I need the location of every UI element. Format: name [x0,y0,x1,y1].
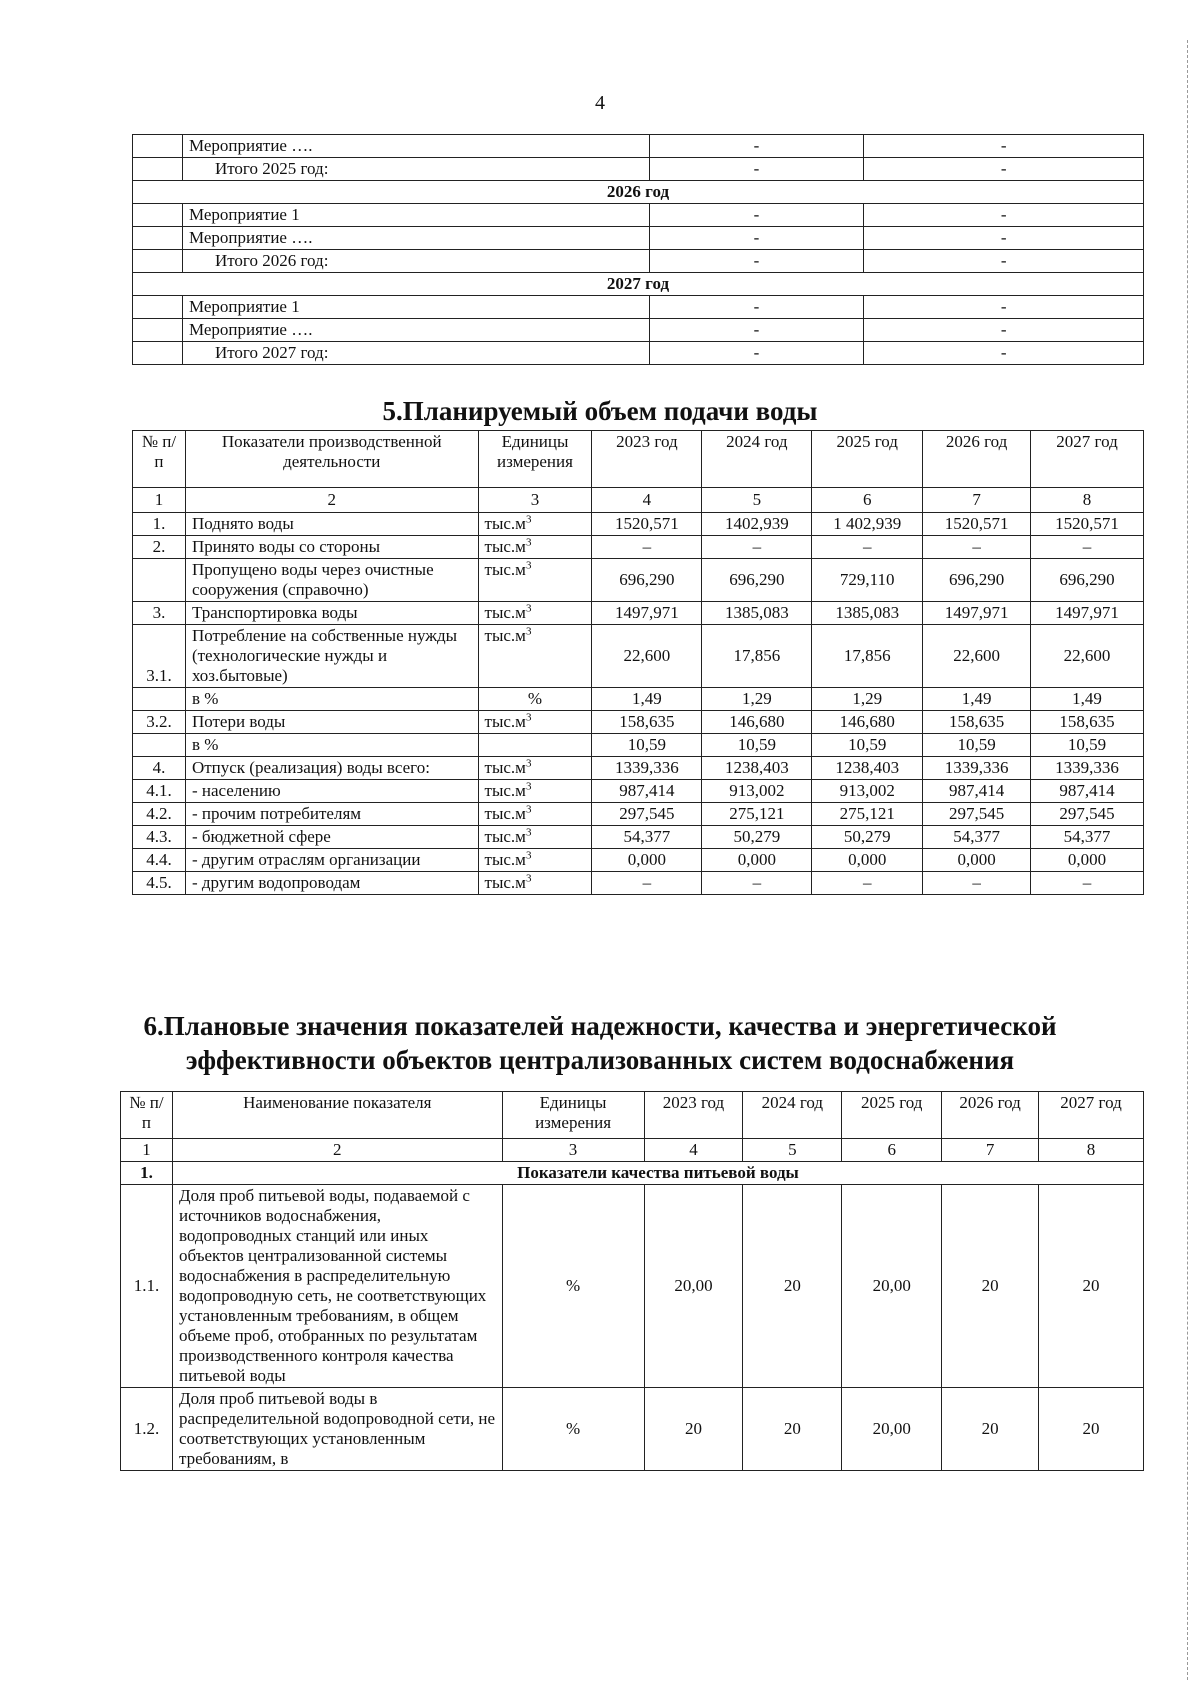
unit-cell [478,602,592,625]
header-cell: 2024 год [702,431,812,488]
value-cell: 10,59 [702,734,812,757]
unit-text: % [527,689,543,708]
table-row [133,849,1144,872]
value-cell: 20,00 [842,1388,942,1471]
table-header-row [133,431,1144,488]
value-cell: 20 [942,1185,1039,1388]
measures-table [132,134,1144,365]
unit-cell [478,780,592,803]
value-cell: 1385,083 [702,602,812,625]
indicator-name: - бюджетной сфере [185,826,478,849]
unit-text: тыс.м [484,873,526,892]
value-cell: 1520,571 [1031,513,1144,536]
section-6-title-line-2: эффективности объектов централизованных систем водоснабжения [185,1045,1015,1075]
unit-superscript: 3 [525,602,532,615]
table-row [133,204,1144,227]
table-header-row [121,1092,1144,1139]
row-number: 4.3. [133,826,186,849]
table-row [133,803,1144,826]
value-cell: – [1031,536,1144,559]
row-number: 4.2. [133,803,186,826]
column-number: 3 [478,488,592,513]
value-cell: 1339,336 [592,757,702,780]
unit-superscript: 3 [525,826,532,839]
value-cell: 0,000 [702,849,812,872]
unit-superscript: 3 [525,513,532,526]
unit-cell [478,559,592,602]
header-cell: 2023 год [644,1092,743,1139]
value-cell: 1520,571 [923,513,1031,536]
header-cell: № п/п [121,1092,173,1139]
unit-text: тыс.м [484,781,526,800]
row-number: 4.1. [133,780,186,803]
row-number: 3.1. [133,625,186,688]
value-cell: 0,000 [812,849,923,872]
value-cell: – [592,872,702,895]
value-cell: 987,414 [592,780,702,803]
table-row [121,1185,1144,1388]
value-cell: 1497,971 [1031,602,1144,625]
header-cell: Показатели производственной деятельности [185,431,478,488]
value-cell: 696,290 [592,559,702,602]
value-cell: 729,110 [812,559,923,602]
value-cell: 20 [942,1388,1039,1471]
indicator-name: Принято воды со стороны [185,536,478,559]
column-number-row [133,488,1144,513]
column-number: 3 [502,1139,644,1162]
value-cell: 1339,336 [923,757,1031,780]
row-number: 4.5. [133,872,186,895]
column-number: 7 [923,488,1031,513]
table-row [121,1388,1144,1471]
group-title: Показатели качества питьевой воды [172,1162,1143,1185]
year-heading: 2026 год [133,181,1144,204]
header-cell: Единицы измерения [502,1092,644,1139]
section-5-title: 5.Планируемый объем подачи воды [382,396,818,426]
value-cell: 1,29 [702,688,812,711]
column-number-row [121,1139,1144,1162]
table-row [133,780,1144,803]
column-number: 2 [172,1139,502,1162]
unit-superscript: 3 [525,711,532,724]
unit-superscript: 3 [525,849,532,862]
value-cell: 1,49 [923,688,1031,711]
page-number: 4 [595,92,605,114]
header-cell: 2027 год [1039,1092,1144,1139]
row-number [133,250,183,273]
value-cell: 1,49 [592,688,702,711]
value-cell: 696,290 [923,559,1031,602]
table-row [133,826,1144,849]
measure-value: - [649,158,864,181]
value-cell: 1 402,939 [812,513,923,536]
indicator-name: Доля проб питьевой воды, подаваемой с источников водоснабжения, водопроводных станций или иных объектов централизованной системы водоснабжения в распределительную водопроводную сеть, не соответствующих установленным требованиям, в общем объеме проб, отобранных по результатам производственного контроля качества питьевой воды [172,1185,502,1388]
value-cell: 50,279 [812,826,923,849]
indicator-name: Доля проб питьевой воды в распределительной водопроводной сети, не соответствующих установленным требованиям, в [172,1388,502,1471]
year-row [133,181,1144,204]
header-cell: 2026 год [942,1092,1039,1139]
measure-value: - [864,135,1144,158]
measure-value: - [649,296,864,319]
unit-cell [478,826,592,849]
unit-superscript: 3 [525,536,532,549]
value-cell: 22,600 [592,625,702,688]
column-number: 7 [942,1139,1039,1162]
header-cell: Наименование показателя [172,1092,502,1139]
column-number: 8 [1039,1139,1144,1162]
unit-text: тыс.м [484,758,526,777]
header-cell: 2024 год [743,1092,842,1139]
indicator-name: Потребление на собственные нужды (технологические нужды и хоз.бытовые) [185,625,478,688]
measure-name: Мероприятие …. [182,135,649,158]
value-cell: 913,002 [812,780,923,803]
measure-value: - [649,319,864,342]
indicator-name: Поднято воды [185,513,478,536]
column-number: 1 [121,1139,173,1162]
unit-text: тыс.м [484,827,526,846]
section-6-title-line-1: 6.Плановые значения показателей надежности, качества и энергетической [143,1011,1057,1041]
header-cell: 2027 год [1031,431,1144,488]
value-cell: 0,000 [1031,849,1144,872]
value-cell: 146,680 [702,711,812,734]
value-cell: 1238,403 [702,757,812,780]
value-cell: 0,000 [923,849,1031,872]
table-row [133,688,1144,711]
column-number: 5 [702,488,812,513]
value-cell: – [592,536,702,559]
measure-name: Мероприятие …. [182,319,649,342]
value-cell: 20,00 [842,1185,942,1388]
table-row [133,250,1144,273]
value-cell: 1497,971 [592,602,702,625]
measure-name: Итого 2025 год: [182,158,649,181]
measure-value: - [864,250,1144,273]
value-cell: 275,121 [702,803,812,826]
column-number: 5 [743,1139,842,1162]
value-cell: 54,377 [592,826,702,849]
value-cell: 1520,571 [592,513,702,536]
value-cell: 158,635 [1031,711,1144,734]
row-number: 4. [133,757,186,780]
table-row [133,711,1144,734]
unit-text: тыс.м [484,560,526,579]
value-cell: – [923,536,1031,559]
measure-value: - [649,135,864,158]
value-cell: 1238,403 [812,757,923,780]
unit-superscript: 3 [525,872,532,885]
indicator-name: Транспортировка воды [185,602,478,625]
value-cell: 10,59 [1031,734,1144,757]
value-cell: 1497,971 [923,602,1031,625]
row-number: 3. [133,602,186,625]
indicator-name: в % [185,688,478,711]
value-cell: 1339,336 [1031,757,1144,780]
value-cell: 20 [743,1185,842,1388]
unit-superscript: 3 [525,757,532,770]
row-number: 2. [133,536,186,559]
water-supply-table [132,430,1144,895]
column-number: 1 [133,488,186,513]
measure-value: - [649,250,864,273]
unit-cell: % [502,1185,644,1388]
measure-value: - [864,296,1144,319]
value-cell: 696,290 [702,559,812,602]
value-cell: 10,59 [923,734,1031,757]
header-cell: 2023 год [592,431,702,488]
measure-value: - [864,319,1144,342]
value-cell: 50,279 [702,826,812,849]
measure-name: Итого 2027 год: [182,342,649,365]
value-cell: 158,635 [923,711,1031,734]
value-cell: 275,121 [812,803,923,826]
table-row [133,135,1144,158]
value-cell: 913,002 [702,780,812,803]
indicator-name: - другим отраслям организации [185,849,478,872]
column-number: 2 [185,488,478,513]
table-row [133,296,1144,319]
table-row [133,872,1144,895]
value-cell: 987,414 [1031,780,1144,803]
indicator-name: Потери воды [185,711,478,734]
unit-cell [478,849,592,872]
value-cell: 20,00 [644,1185,743,1388]
column-number: 6 [812,488,923,513]
value-cell: 20 [644,1388,743,1471]
row-number: 1.2. [121,1388,173,1471]
value-cell: 20 [743,1388,842,1471]
value-cell: 146,680 [812,711,923,734]
unit-text: тыс.м [484,712,526,731]
value-cell: – [702,872,812,895]
header-cell: 2025 год [842,1092,942,1139]
table-row [133,513,1144,536]
indicator-name: - другим водопроводам [185,872,478,895]
row-number [133,734,186,757]
table-row [133,559,1144,602]
value-cell: 22,600 [923,625,1031,688]
unit-text: тыс.м [484,514,526,533]
unit-cell [478,625,592,688]
table-row [133,602,1144,625]
unit-cell [478,872,592,895]
value-cell: 297,545 [592,803,702,826]
measure-value: - [649,227,864,250]
table-row [133,536,1144,559]
unit-cell [478,757,592,780]
value-cell: – [923,872,1031,895]
header-cell: 2025 год [812,431,923,488]
row-number [133,227,183,250]
group-number: 1. [121,1162,173,1185]
row-number [133,204,183,227]
measure-value: - [864,342,1144,365]
value-cell: 158,635 [592,711,702,734]
measure-value: - [649,204,864,227]
year-row [133,273,1144,296]
value-cell: 20 [1039,1185,1144,1388]
value-cell: – [1031,872,1144,895]
unit-cell [478,688,592,711]
unit-superscript: 3 [525,625,532,638]
table-row [133,757,1144,780]
table-row [133,342,1144,365]
measure-value: - [864,227,1144,250]
quality-indicators-table [120,1091,1144,1471]
row-number: 4.4. [133,849,186,872]
value-cell: 987,414 [923,780,1031,803]
header-cell: Единицы измерения [478,431,592,488]
row-number [133,319,183,342]
measure-name: Мероприятие …. [182,227,649,250]
indicator-name: в % [185,734,478,757]
value-cell: – [812,536,923,559]
value-cell: 54,377 [1031,826,1144,849]
year-heading: 2027 год [133,273,1144,296]
row-number [133,559,186,602]
measure-value: - [649,342,864,365]
group-row [121,1162,1144,1185]
column-number: 8 [1031,488,1144,513]
value-cell: 54,377 [923,826,1031,849]
value-cell: 297,545 [1031,803,1144,826]
row-number [133,342,183,365]
value-cell: 1,29 [812,688,923,711]
value-cell: 696,290 [1031,559,1144,602]
value-cell: 20 [1039,1388,1144,1471]
table-row [133,319,1144,342]
header-cell: 2026 год [923,431,1031,488]
value-cell: 22,600 [1031,625,1144,688]
value-cell: 10,59 [812,734,923,757]
row-number [133,135,183,158]
indicator-name: Отпуск (реализация) воды всего: [185,757,478,780]
unit-cell [478,536,592,559]
unit-text: тыс.м [484,537,526,556]
row-number [133,158,183,181]
value-cell: – [812,872,923,895]
unit-superscript: 3 [525,780,532,793]
scan-edge [1185,40,1188,1680]
value-cell: 10,59 [592,734,702,757]
row-number: 3.2. [133,711,186,734]
unit-text: тыс.м [484,804,526,823]
value-cell: 1,49 [1031,688,1144,711]
table-row [133,227,1144,250]
measure-name: Мероприятие 1 [182,296,649,319]
row-number: 1.1. [121,1185,173,1388]
row-number [133,688,186,711]
column-number: 4 [644,1139,743,1162]
table-row [133,158,1144,181]
value-cell: 1385,083 [812,602,923,625]
value-cell: 1402,939 [702,513,812,536]
unit-cell [478,711,592,734]
unit-cell [478,513,592,536]
value-cell: 297,545 [923,803,1031,826]
measure-name: Мероприятие 1 [182,204,649,227]
unit-text: тыс.м [484,626,526,645]
unit-cell [478,803,592,826]
unit-text: тыс.м [484,850,526,869]
column-number: 4 [592,488,702,513]
header-cell: № п/п [133,431,186,488]
value-cell: 17,856 [812,625,923,688]
unit-superscript: 3 [525,559,532,572]
table-row [133,625,1144,688]
value-cell: 0,000 [592,849,702,872]
indicator-name: Пропущено воды через очистные сооружения (справочно) [185,559,478,602]
value-cell: – [702,536,812,559]
row-number: 1. [133,513,186,536]
column-number: 6 [842,1139,942,1162]
measure-value: - [864,204,1144,227]
table-row [133,734,1144,757]
indicator-name: - прочим потребителям [185,803,478,826]
row-number [133,296,183,319]
measure-value: - [864,158,1144,181]
unit-cell [478,734,592,757]
unit-superscript: 3 [525,803,532,816]
unit-text: тыс.м [484,603,526,622]
value-cell: 17,856 [702,625,812,688]
unit-cell: % [502,1388,644,1471]
indicator-name: - населению [185,780,478,803]
measure-name: Итого 2026 год: [182,250,649,273]
